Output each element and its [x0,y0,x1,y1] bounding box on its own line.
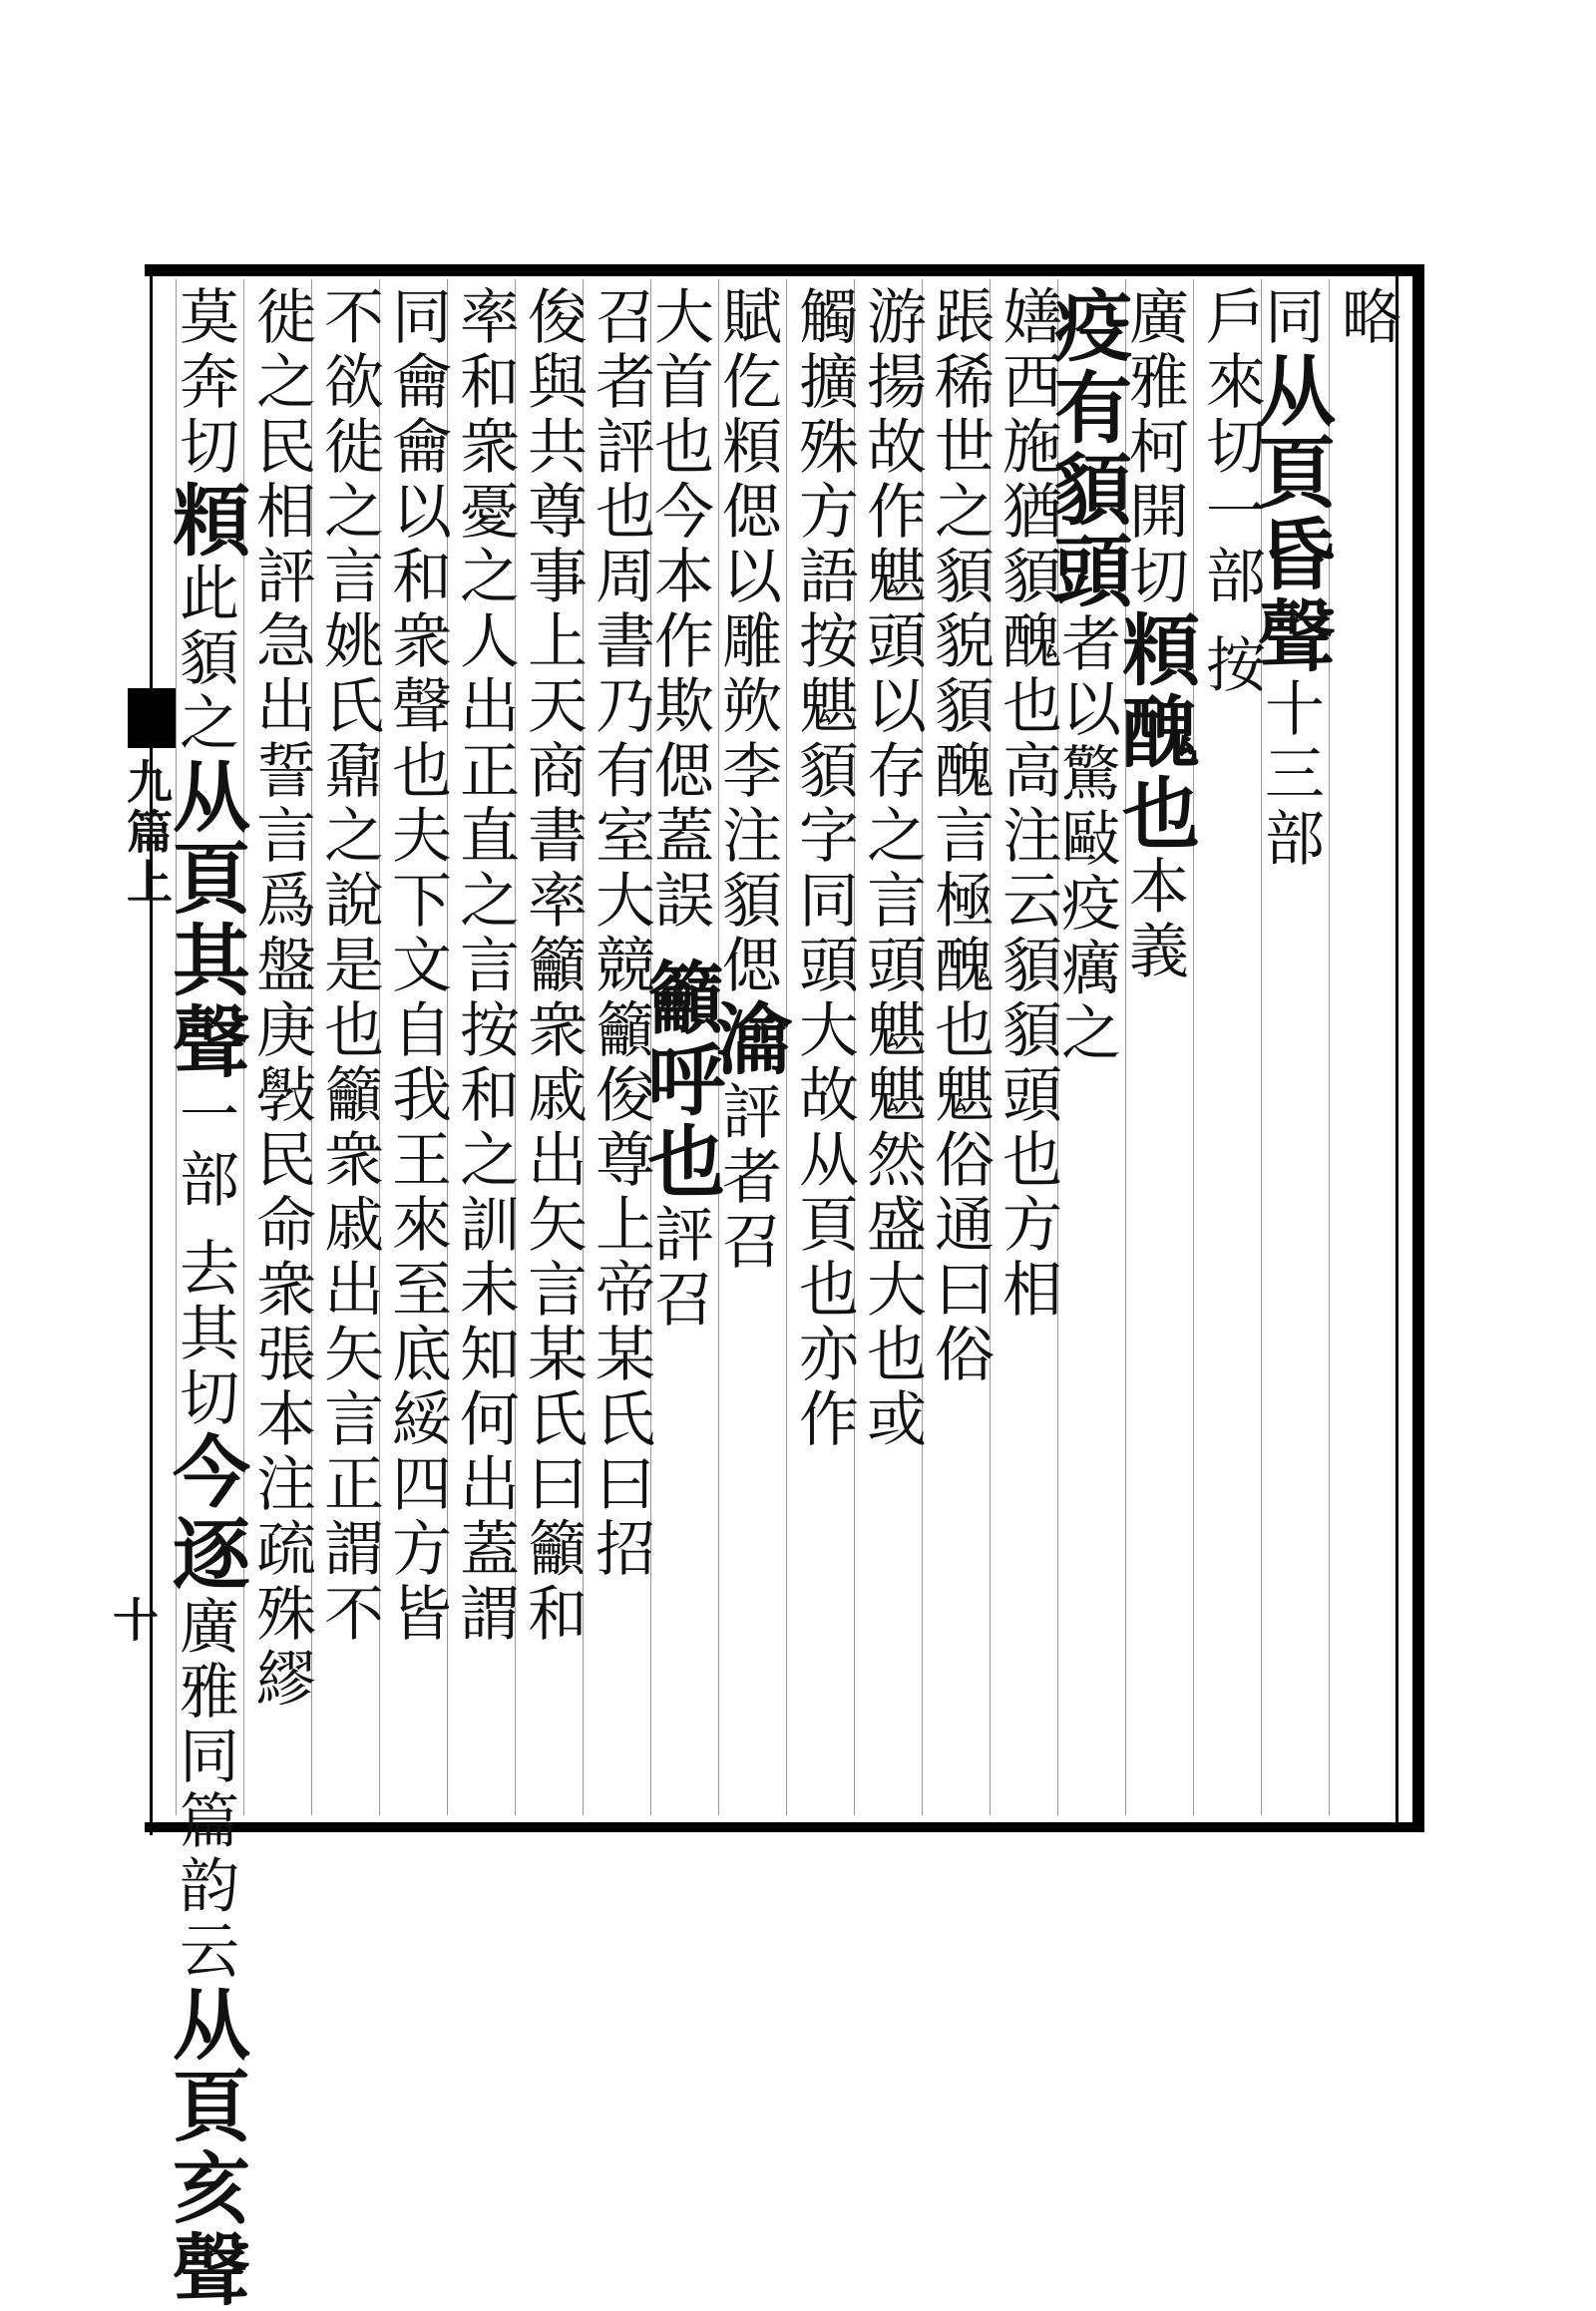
text-column [922,279,995,1815]
commentary-text: 大首也今本作欺偲蓋誤 [644,285,714,959]
headword-text: 今逐 [160,1431,250,1596]
text-column [1041,279,1132,1815]
text-column [515,279,588,1815]
commentary-text: 嫸西施猶䫉醜也高注云䫉䫉頭也方相 [993,285,1062,1323]
headword-text: 頪 [160,480,250,562]
commentary-text: 召者評也周書乃有室大競籲俊尊上帝某氏曰招 [586,285,655,1582]
commentary-text: 不欲徙之言姚氏鼐之說是也籲衆戚出矢言正謂不 [314,285,384,1647]
commentary-text: 俊與共尊事上天商書率籲衆戚出矢言某氏曰籲和 [518,285,588,1647]
commentary-text: 者以驚敺疫癘之 [1051,612,1121,1066]
text-column-extra [160,279,250,2311]
commentary-text: 一部 去其切 [170,1083,239,1432]
commentary-text: 戶來切一部 按 [1196,285,1266,699]
headword-text: 从頁亥聲 [160,1984,250,2311]
text-column [583,279,655,1815]
text-column [447,279,520,1815]
commentary-text: 略 [1332,285,1401,350]
text-column [786,279,859,1815]
text-column [702,279,793,1815]
margin-chapter-label: 九篇上 [120,758,174,908]
text-column [1245,279,1336,1815]
commentary-text: 評召 [644,1203,714,1334]
commentary-text: 本義 [1119,855,1189,984]
headword-text: 頪醜也 [1109,609,1200,855]
commentary-text: 廣雅同篇韵云 [170,1595,239,1985]
text-column [634,279,725,1815]
commentary-text: 同龠龠以和衆聲也夫下文自我王來至底綏四方皆 [382,285,452,1647]
headword-text: 疫有䫉頭 [1041,285,1132,612]
commentary-text: 賦仡頪偲以雕欮李注䫉偲 [712,285,782,998]
text-column [1109,279,1200,1815]
commentary-text: 評者召 [712,1080,782,1275]
commentary-text: 同 [1255,285,1325,350]
headword-text: 从頁昏聲 [1245,350,1336,677]
commentary-text: 徙之民相評急出誓言爲盤庚斅民命衆張本注疏殊繆 [246,285,316,1712]
text-column [1329,279,1401,1815]
commentary-text: 莫奔切 [170,285,239,480]
commentary-text: 此䫉之 [170,562,239,756]
headword-text: 从頁其聲 [160,756,250,1083]
commentary-text: 率和衆憂之人出正直之言按和之訓未知何出蓋謂 [450,285,520,1647]
text-column [243,279,316,1815]
commentary-text: 十三部 [1255,677,1325,872]
text-column [854,279,927,1815]
commentary-text: 䠆稀世之䫉貌䫉醜言極醜也魌俗通曰俗 [925,285,995,1387]
text-column [379,279,452,1815]
text-body [160,279,1401,2311]
commentary-text: 廣雅柯開切 [1119,285,1189,609]
text-column [311,279,384,1815]
margin-page-number: 十 [106,1596,160,1642]
commentary-text: 游揚故作魌頭以存之言頭魌魌然盛大也或 [857,285,927,1452]
headword-text: 㵸 [702,998,793,1080]
commentary-text: 觸擴殊方語按魌䫉字同頭大故从頁也亦作 [789,285,859,1452]
headword-text: 籲呼也 [634,958,725,1204]
text-column [1193,279,1266,1815]
text-column [990,279,1062,1815]
